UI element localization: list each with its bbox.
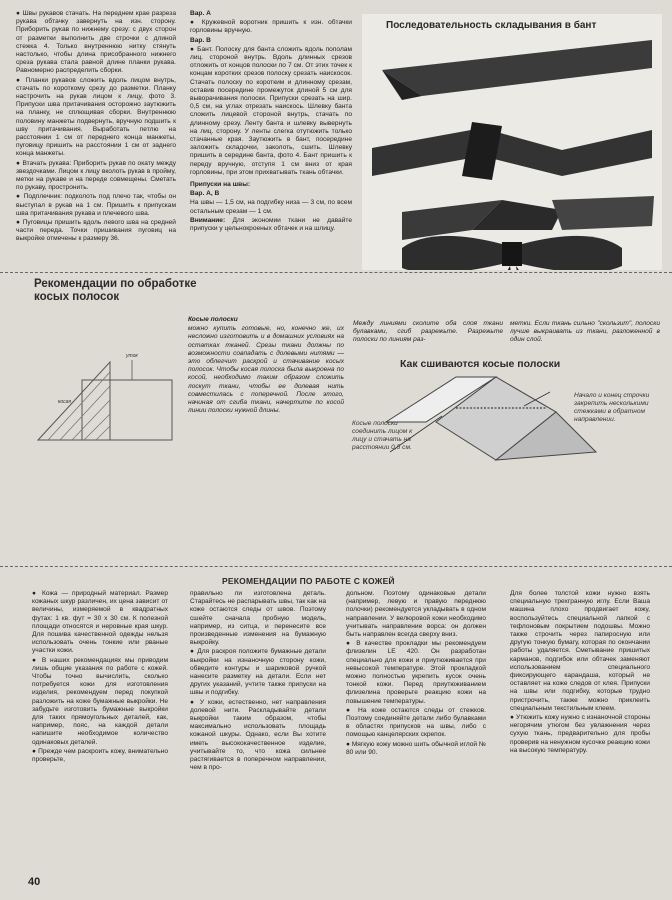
bias-cut-text-continued xyxy=(510,320,660,354)
seam-allowance-title: Припуски на швы: xyxy=(190,181,251,189)
paragraph: ● Кружевной воротник пришить к изн. обтачки горловины вручную. xyxy=(190,19,352,35)
paragraph: ● Втачать рукава: Приборить рукав по окату между звездочками. Лицом к лицу вколоть рукав в пройму, метки на рукаве и на переде совмещены. Сметать по рукаву, простронить. xyxy=(16,159,176,192)
page-number: 40 xyxy=(28,876,41,888)
bias-strips-text xyxy=(188,316,344,464)
paragraph: ● Подплечник: подколоть под плечо так, чтобы он выступал в рукав на 1 см. Пришить к припускам шва притачивания рукава и плечевого шва. xyxy=(16,193,176,217)
variant-b-title: Вар. В xyxy=(190,36,211,44)
paragraph: можно купить готовые, но, конечно же, их несложно изготовить и в домашних условиях на остатках тканей. Срезы ткани должны по возможности совпадать с долевыми нитями — это облегчит раскрой и стачивание косых полосок. Чтобы косая полоска была выкроена по косой, необходимо таким образом сложить лоскут ткани, чтобы ее долевая нить совместилась с поперечной. После этого, начиная от сгиба ткани, начертите по косой линии полоски нужной длины. xyxy=(188,325,344,415)
paragraph: Между линиями сколите оба слоя ткани булавками, сгиб разрежьте. Разрежьте полоски по линиям раз- xyxy=(353,320,503,344)
section-divider xyxy=(0,566,672,567)
leather-column-3 xyxy=(346,590,486,880)
diagram-label-bias: косая xyxy=(58,399,72,405)
paragraph: ● Пуговицы пришить вдоль левого шва на средней части переда. Точки пришивания пуговиц на выкройке отмечены к размеру 36. xyxy=(16,219,176,243)
leather-column-1 xyxy=(32,590,168,870)
paragraph: дольном. Поэтому одинаковые детали (например, левую и правую переднюю полочки) рекомендуется укладывать в одном направлении. У велюровой кожи необходимо учитывать направление ворса: он должен быть направлен всегда сверху вниз. xyxy=(346,590,486,639)
bias-cut-text xyxy=(353,320,503,354)
paragraph: ● Кожа — природный материал. Размер кожаных шкур различен, их цена зависит от величины, измеряемой в квадратных футах: 1 кв. фут = 30 х 30 см. К полезной площади относятся и неровные края шкур. Для пошива качественной одежды нельзя использовать очень тонкие или рваные участки кожи. xyxy=(32,590,168,655)
bias-strips-subtitle: Косые полоски xyxy=(188,316,238,323)
leather-column-2 xyxy=(190,590,326,880)
paragraph: ● Мягкую кожу можно шить обычной иглой № 80 или 90. xyxy=(346,740,486,756)
leather-section-title: РЕКОМЕНДАЦИИ ПО РАБОТЕ С КОЖЕЙ xyxy=(222,576,395,586)
section-divider xyxy=(0,272,672,273)
sew-label-left: Косые полоски соединить лицом к лицу и стачать на расстоянии 0,5 см. xyxy=(352,420,413,451)
paragraph: ● Планки рукавов сложить вдоль лицом внутрь, стачать по короткому срезу до разметки. Планку настрочить на рукав лицом к лицу, фото 3. Припуски шва притачивания осторожно заутюжить на планку, не сплющивая сборки. Внутреннюю половину манжеты подвернуть, вручную подшить к шву притачивания. Выработать петлю на расстоянии 1 см от переднего конца манжеты, пуговицу пришить на расстоянии 1 см от заднего конца манжеты. xyxy=(16,76,176,158)
paragraph: ● В качестве прокладки мы рекомендуем флизелин LE 420. Он разработан специально для кожи и приутюживается при невысокой температуре. Этой прокладкой можно полностью укрепить кусок очень тонкой кожи. Перед приутюживанием флизелина проверьте реакцию кожи на повышение температуры. xyxy=(346,640,486,705)
paragraph: ● У кожи, естественно, нет направления долевой нити. Раскладывайте детали выкройки таким образом, чтобы максимально использовать площадь кожаной шкуры. Однако, если Вы хотите иметь высококачественное изделие, учитывайте то, что кожа сильнее растягивается в поперечном направлении, чем в про- xyxy=(190,698,326,772)
attention-label: Внимание: xyxy=(190,216,226,224)
paragraph: ● Утюжить кожу нужно с изнаночной стороны негорячим утюгом без увлажнения через сухую ткань, предварительно для пробы проверив на ненужном кусочке реакцию кожи на высокую температуру. xyxy=(510,714,650,754)
attention-text: Для экономии ткани не давайте припуски у цельнокроеных обтачек и на шлицу. xyxy=(190,216,352,233)
sew-label-right: Начало и конец строчки закрепить несколькими стежками в обратном направлении. xyxy=(574,392,650,423)
seam-variants: Вар. А, В xyxy=(190,190,220,198)
bow-fold-photos xyxy=(362,30,662,270)
bias-cut-diagram xyxy=(32,340,182,446)
paragraph: метки. Если ткань сильно "скользит", полоски лучше выкраивать из ткани, разложенной в один слой. xyxy=(510,320,660,344)
top-column-1 xyxy=(16,10,176,268)
leather-column-4 xyxy=(510,590,650,880)
paragraph: ● Для раскроя положите бумажные детали выкройки на изнаночную сторону кожи, обведите контуры и шариковой ручкой нанесите разметку на детали. Если нет других указаний, учтите также припуски на швы и подгибку. xyxy=(190,648,326,697)
variant-a-title: Вар. А xyxy=(190,10,211,17)
paragraph: ● В наших рекомендациях мы приводим лишь общие указания по работе с кожей. Чтобы точно вычислить, сколько потребуется кожи для изготовления изделия, рекомендуем перед покупкой разложить на коже бумажные выкройки. Не забудьте изготовить бумажные выкройки для таких прямоугольных деталей, как, например, пояс, на каждой детали напишите необходимое количество одинаковых деталей. xyxy=(32,656,168,746)
paragraph: ● На коже остаются следы от стежков. Поэтому соединяйте детали либо булавками в областях припусков на швы, либо с помощью канцелярских скрепок. xyxy=(346,706,486,739)
sewing-section-title: Как сшиваются косые полоски xyxy=(400,358,561,370)
paragraph: ● Бант. Полоску для банта сложить вдоль пополам лиц. стороной внутрь. Вдоль длинных срезов отложить от концов полоски по 7 см. От этих точек к концам коротких срезов полоску срезать наискосок. Стачать полоску по коротким и длинному срезам, оставив посередине промежуток длиной 5 см для выворачивания полоски. Припуски срезать на шир. 0,5 см, на углах отрезать наискось. Шлевку банта сложить лицевой стороной внутрь, стачать по длинному срезу. Ленту банта и шлевку вывернуть на лиц. сторону. У ленты слегка отутюжить только стачанные края. Заутюжить в бант, посередине заложить складочки, заколоть, сшить. Шлевку пришить в середине банта, фото 4. Бант пришить к переду вручную, отступя 1 см вниз от края горловины, при этом прихватывать ткань обтачки. xyxy=(190,45,352,176)
paragraph: ● Прежде чем раскроить кожу, внимательно проверьте, xyxy=(32,747,168,764)
paragraph: На швы — 1,5 см, на подгибку низа — 3 см, по всем остальным срезам — 1 см. xyxy=(190,199,352,215)
paragraph: ● Швы рукавов стачать. На переднем крае разреза рукава обтачку завернуть на изн. сторону. Приборить рукав по нижнему срезу: с двух сторон от разметки выполнить две строчки с длиной стежка 4. Только внутреннюю нитку стянуть настолько, чтобы длина присобранного нижнего среза рукава стала равной длине планки рукава. Равномерно распределить сборки. xyxy=(16,10,176,75)
diagram-label-weft: уток xyxy=(126,353,138,359)
bow-sequence-panel xyxy=(362,14,662,270)
top-column-2 xyxy=(190,10,352,272)
bow-sequence-title: Последовательность складывания в бант xyxy=(386,20,597,31)
paragraph: правильно ли изготовлена деталь. Старайтесь не распарывать швы, так как на коже остаются следы от швов. Поэтому сшейте сначала пробную модель, например, из ситца, и перенесите все произведенные изменения на бумажную выкройку. xyxy=(190,590,326,647)
paragraph: Для более толстой кожи нужно взять специальную трехгранную иглу. Если Ваша машина плохо продвигает кожу, воспользуйтесь специальной лапкой с тефлоновым покрытием подошвы. Можно также строчить через папиросную или другую тонкую бумагу, которая по окончании работы удаляется. Сметывание пришитых карманов, подгибок или обтачек заменяют использованием специального фиксирующего карандаша, который не оставляет на коже следов от клея. Припуски на швы или подгибку, которые трудно пристрочить, также можно приклеить специальным текстильным клеем. xyxy=(510,590,650,712)
bias-section-title: Рекомендации по обработке косых полосок xyxy=(34,278,197,303)
